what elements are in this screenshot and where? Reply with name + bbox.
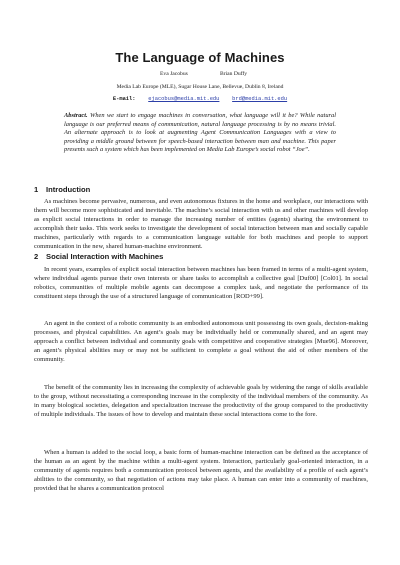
abstract	[64, 112, 336, 155]
author-list	[0, 71, 400, 81]
author-name: Brian Duffy	[220, 71, 248, 77]
affiliation: Media Lab Europe (MLE), Sugar House Lane, Bellevue, Dublin 8, Ireland	[116, 84, 284, 90]
section-number: 1	[34, 185, 39, 194]
body-paragraph: In recent years, examples of explicit social interaction between machines has been framed in terms of a multi-agent system, where individual agents pursue their own interests or share tasks to accomplish a collective goal [Duf00] [Col01]. In social robotics, communities of multiple mobile agents can decompose a complex task, and negotiate the performance of its constituent steps through the use of a structured language of communication [ROD+99].	[34, 266, 368, 300]
body-paragraph: As machines become pervasive, numerous, and even autonomous fixtures in the home and workplace, our interactions with them will become more sophisticated and inevitable. The machine’s social interaction with us and other machines will develop as explicit social interactions in order to manage the increasing number of entities (agents) sharing the environment to accomplish their tasks. This work seeks to investigate the development of social interaction between man and socially capable machines, particularly with regards to a communication language suitable for both machines and people to support communication in the new, shared human-machine environment.	[34, 198, 368, 250]
email-line	[0, 96, 400, 102]
email-link[interactable]: ejacobus@media.mit.edu	[148, 96, 220, 102]
section-heading	[34, 185, 374, 194]
abstract-label: Abstract.	[64, 112, 88, 119]
author-name: Eva Jacobus	[160, 71, 188, 77]
section-heading	[34, 252, 374, 261]
body-paragraph: The benefit of the community lies in increasing the complexity of achievable goals by widening the range of skills available to the group, without necessitating a corresponding increase in the complexity of the individual members of the community. As in many biological societies, delegation and specialization increase the productivity of the group compared to the productivity of multiple individuals. The issues of how to develop and maintain these social interactions come to the fore.	[34, 384, 368, 418]
email-label: E-mail:	[112, 96, 136, 102]
body-paragraph: When a human is added to the social loop, a basic form of human-machine interaction can be defined as the acceptance of the human as an agent by the machine within a multi-agent system. Interaction, particularly goal-oriented interaction, in a community of agents requires both a communication protocol between agents, and the availability of a profile of each agent’s abilities to the community, so that negotiation of actions may take place. A human can enter into a community of machines, provided that he shares a communication protocol	[34, 449, 368, 492]
body-paragraph: An agent in the context of a robotic community is an embodied autonomous unit possessing its own goals, decision-making processes, and physical capabilities. An agent’s goals may be individually held or communally shared, and an agent may approach a conflict between individual and community goals with competitive and cooperative strategies [Mue96]. Moreover, an agent’s physical abilities may or may not be sufficient to complete a goal without the aid of other members of the community.	[34, 320, 368, 363]
email-link[interactable]: brd@media.mit.edu	[232, 96, 288, 102]
section-number: 2	[34, 252, 39, 261]
paper-title: The Language of Machines	[115, 50, 285, 65]
section-title: Social Interaction with Machines	[46, 252, 164, 261]
abstract-text: When we start to engage machines in conversation, what language will it be? While natural language is our preferred means of communication, natural language processing is by no means trivial. An alternate approach is to look at augmenting Agent Communication Languages with a view to providing a middle ground between for speech-based interaction between man and machine. This paper presents such a system which has been implemented on Media Lab Europe’s social robot “Joe”.	[64, 112, 336, 154]
section-title: Introduction	[46, 185, 91, 194]
